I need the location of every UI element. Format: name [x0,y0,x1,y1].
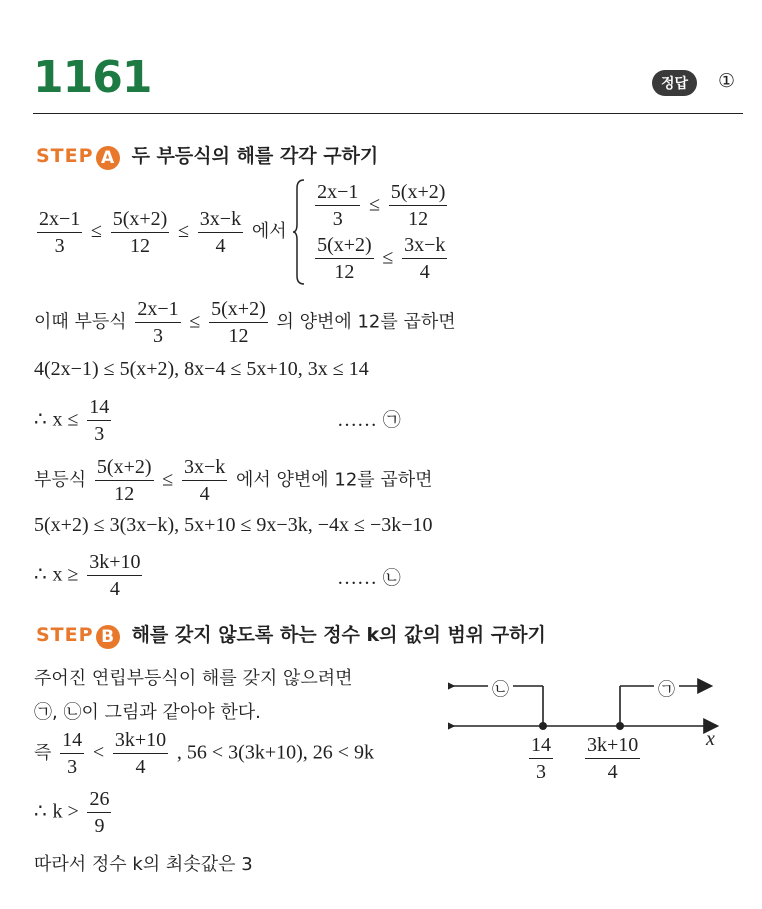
condition-text-1: 주어진 연립부등식이 해를 갖지 않으려면 [34,668,353,689]
equation-line-3: 4(2x−1) ≤ 5(x+2), 8x−4 ≤ 5x+10, 3x ≤ 14 [34,358,369,380]
left-point [539,722,547,730]
leq-sign: ≤ [178,220,190,242]
comparison-line: 즉 $\frac{14}{3}$ < $\frac{3k+10}{4}$ , 56 < 3(3k+10), 26 < 9k [34,729,375,778]
right-point [616,722,624,730]
inequality-line-2: 이때 부등식 $\frac{2x-1}{3}$ ≤ $\frac{5(x+2)}{12}$ 의 양변에 12를 곱하면 [34,298,456,347]
answer-badge: 정답 [652,70,697,96]
l2-suffix: 의 양변에 12를 곱하면 [276,311,456,333]
header-divider [33,113,743,114]
right-range-mark: ㉠ [654,675,679,700]
left-range-mark: ㉡ [488,675,513,700]
l2-prefix: 이때 부등식 [34,311,127,333]
axis-label: x [706,728,715,750]
step-a-label: STEP [36,145,94,167]
eseo-text: 에서 [251,221,287,242]
step-a-heading [36,141,378,170]
l5-prefix: 부등식 [34,469,87,491]
left-brace [292,178,306,286]
step-b-label: STEP [36,624,94,646]
step-a-title: 두 부등식의 해를 각각 구하기 [131,145,379,167]
leq-sign: ≤ [91,220,102,242]
inequality-system [312,179,450,285]
condition-text-2: ㉠, ㉡이 그림과 같아야 한다. [34,702,261,723]
system-row-2: $\frac{5(x+2)}{12}$ ≤ $\frac{3x-k}{4}$ [317,234,446,283]
step-a-badge: A [96,146,120,170]
fraction-5x2-over-12: $\frac{5(x+2)}{12}$ [112,207,168,257]
system-row-1: $\frac{2x-1}{3}$ ≤ $\frac{5(x+2)}{12}$ [317,181,446,230]
marker-2: …… ㉡ [337,567,401,589]
fraction-2x-1-over-3: $\frac{2x-1}{3}$ [39,207,81,257]
number-line-diagram [448,672,733,788]
step-b-title: 해를 갖지 않도록 하는 정수 k의 값의 범위 구하기 [131,624,546,646]
l5-suffix: 에서 양변에 12를 곱하면 [235,469,433,491]
inequality-line-5: 부등식 $\frac{5(x+2)}{12}$ ≤ $\frac{3x-k}{4}$ 에서 양변에 12를 곱하면 [34,456,433,505]
marker-1: …… ㉠ [337,409,401,431]
left-point-label: $\frac{14}{3}$ [531,734,551,783]
conclusion-text: 따라서 정수 k의 최솟값은 3 [34,854,253,875]
system-line [34,178,450,286]
problem-number: 1161 [33,52,152,103]
right-point-label: $\frac{3k+10}{4}$ [587,734,639,783]
answer-value: ① [718,70,736,92]
result-line-2: ∴ x ≥ $\frac{3k+10}{4}$ [34,551,141,600]
k-result-line: ∴ k > $\frac{26}{9}$ [34,788,110,837]
step-b-badge: B [96,625,120,649]
result-line-1: ∴ x ≤ $\frac{14}{3}$ [34,396,110,445]
fraction-3x-k-over-4: $\frac{3x-k}{4}$ [199,207,242,257]
step-b-heading [36,620,546,649]
equation-line-6: 5(x+2) ≤ 3(3x−k), 5x+10 ≤ 9x−3k, −4x ≤ −3k−10 [34,514,433,536]
